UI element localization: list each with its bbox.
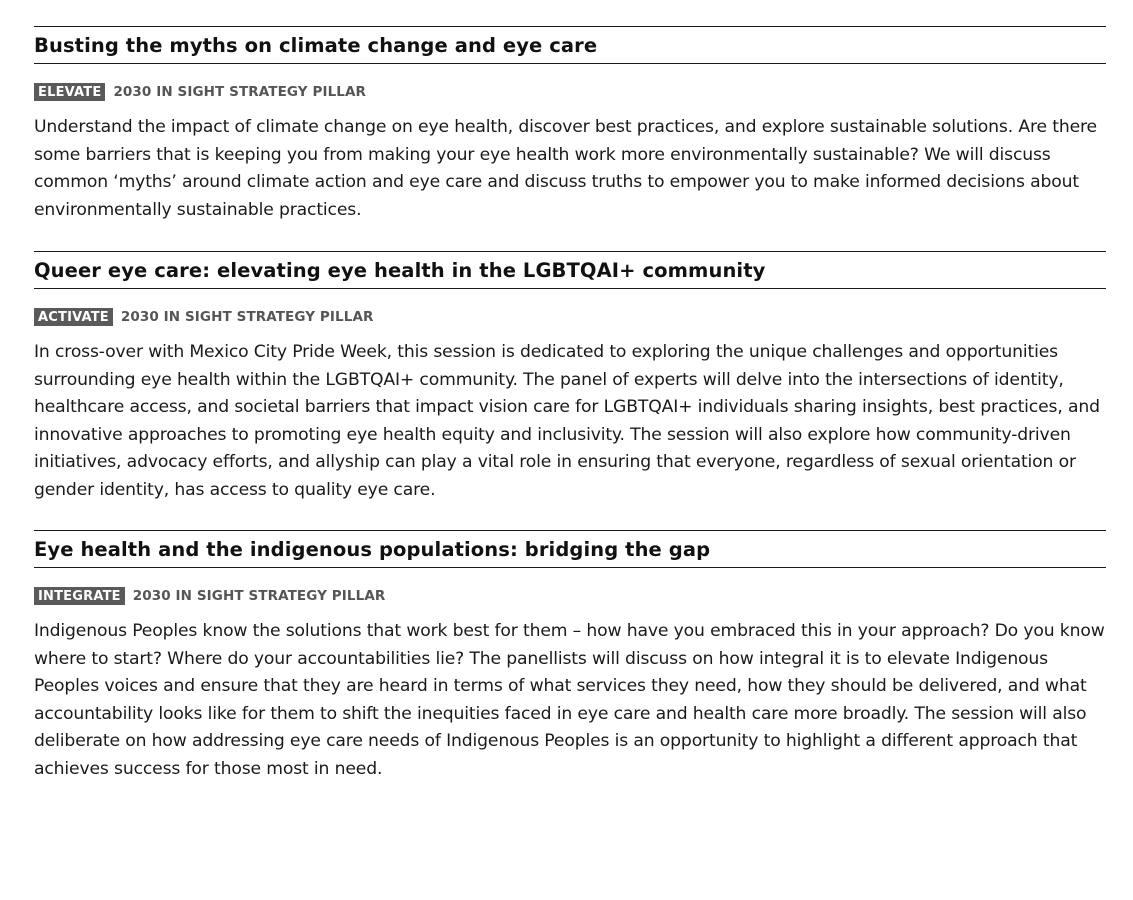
pillar-badge: INTEGRATE: [34, 587, 125, 605]
pillar-badge: ELEVATE: [34, 83, 105, 101]
session-title: Busting the myths on climate change and eye care: [34, 33, 598, 57]
pillar-label: 2030 IN SIGHT STRATEGY PILLAR: [120, 309, 374, 325]
session-description: Indigenous Peoples know the solutions that work best for them – how have you embraced this in your approach? Do you know where to start? Where do your accountabilities lie? The panellists will discuss on how integral it is to elevate Indigenous Peoples voices and ensure that they are heard in terms of what services they need, how they should be delivered, and what accountability looks like for them to shift the inequities faced in eye care and health care more broadly. The session will also deliberate on how addressing eye care needs of Indigenous Peoples is an opportunity to highlight a different approach that achieves success for those most in need.: [34, 621, 1105, 779]
pillar-row: [34, 306, 1106, 328]
session-title-bar: [34, 26, 1106, 64]
session-description: Understand the impact of climate change on eye health, discover best practices, and explore sustainable solutions. Are there some barriers that is keeping you from making your eye health work more environmentally sustainable? We will discuss common ‘myths’ around climate action and eye care and discuss truths to empower you to make informed decisions about environmentally sustainable practices.: [34, 117, 1097, 220]
session-climate: [34, 26, 1106, 224]
session-indigenous: [34, 530, 1106, 783]
session-queer-eye-care: [34, 251, 1106, 504]
pillar-label: 2030 IN SIGHT STRATEGY PILLAR: [132, 588, 386, 604]
session-list: [34, 26, 1106, 783]
pillar-badge: ACTIVATE: [34, 308, 113, 326]
session-title: Eye health and the indigenous populations: bridging the gap: [34, 537, 711, 561]
session-description: In cross-over with Mexico City Pride Week, this session is dedicated to exploring the unique challenges and opportunities surrounding eye health within the LGBTQAI+ community. The panel of experts will delve into the intersections of identity, healthcare access, and societal barriers that impact vision care for LGBTQAI+ individuals sharing insights, best practices, and innovative approaches to promoting eye health equity and inclusivity. The session will also explore how community-driven initiatives, advocacy efforts, and allyship can play a vital role in ensuring that everyone, regardless of sexual orientation or gender identity, has access to quality eye care.: [34, 342, 1100, 500]
session-title-bar: [34, 251, 1106, 289]
session-title-bar: [34, 530, 1106, 568]
pillar-row: [34, 585, 1106, 607]
pillar-label: 2030 IN SIGHT STRATEGY PILLAR: [113, 84, 367, 100]
session-title: Queer eye care: elevating eye health in the LGBTQAI+ community: [34, 258, 766, 282]
pillar-row: [34, 81, 1106, 103]
